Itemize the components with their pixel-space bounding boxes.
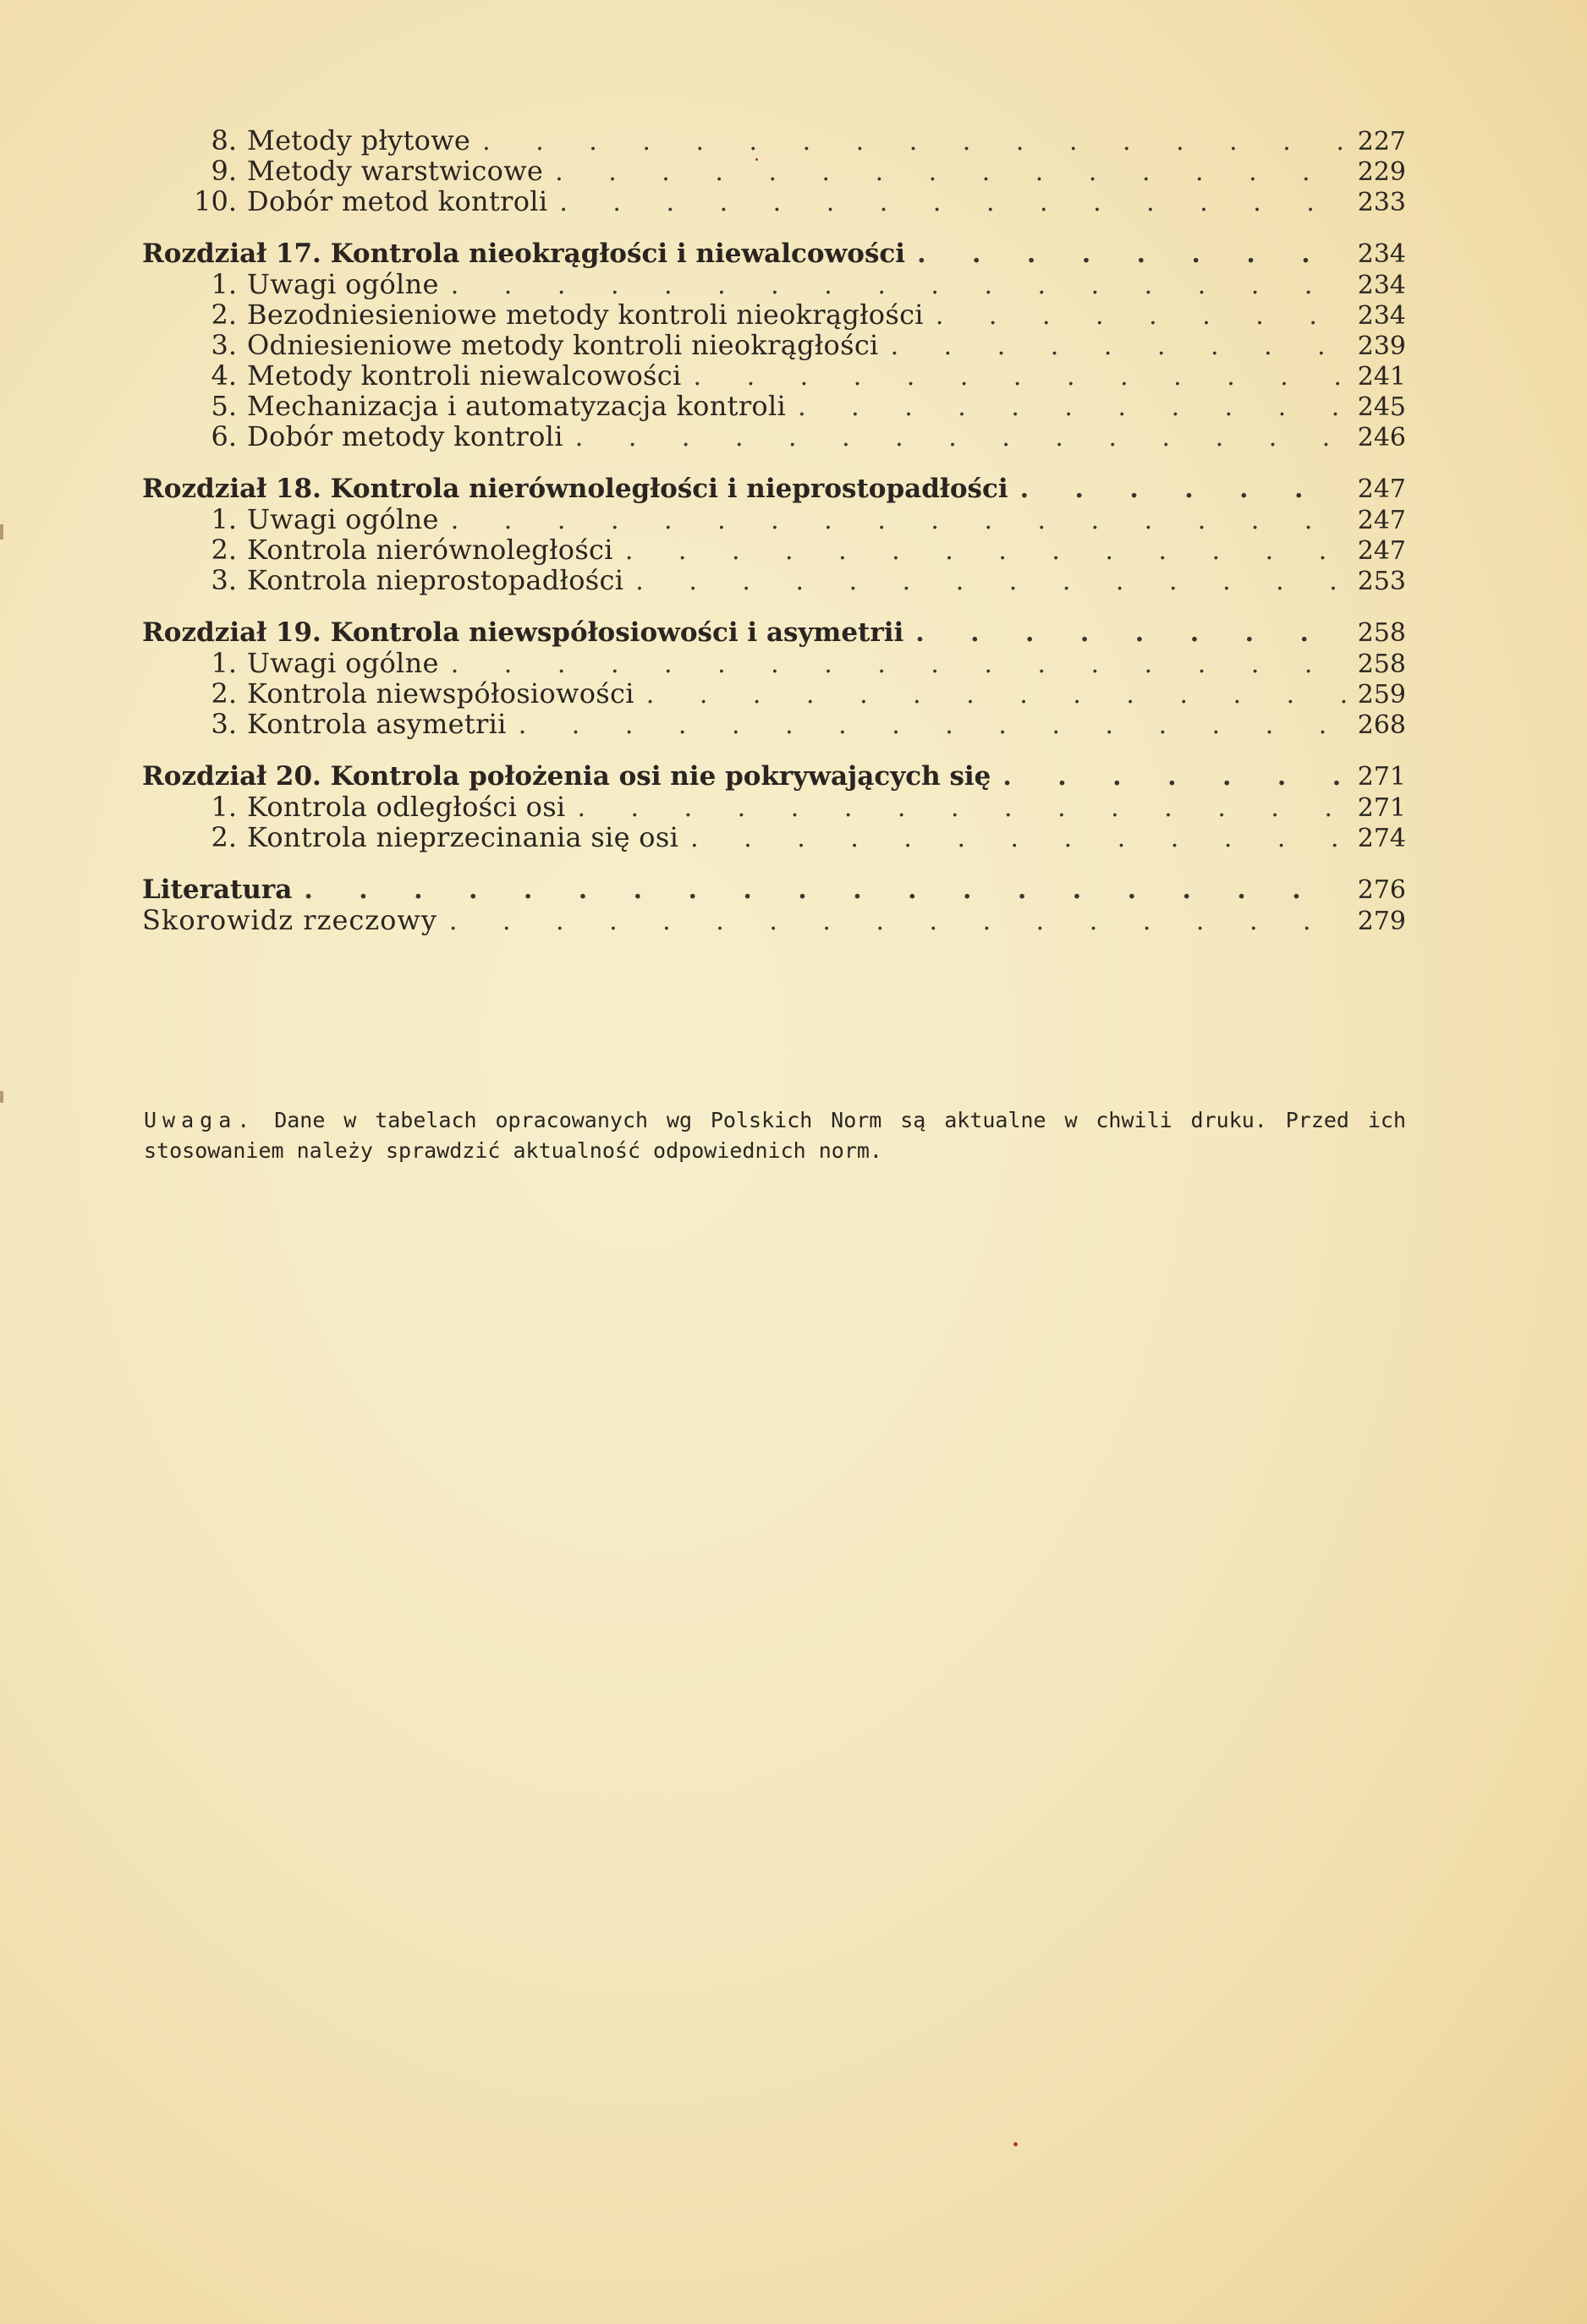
toc-entry (142, 678, 1406, 709)
toc-entry (142, 648, 1406, 678)
chapter-page: 258 (1357, 618, 1406, 648)
literatura-title: Literatura (142, 874, 293, 905)
dot-leader (439, 650, 1347, 680)
spacer (142, 217, 1406, 230)
chapter-title: Rozdział 20. Kontrola położenia osi nie pokrywających się (142, 761, 991, 792)
footnote-note (144, 1105, 1406, 1166)
entry-number: 2. (211, 534, 237, 566)
dot-leader (547, 188, 1347, 218)
literatura-page: 276 (1357, 875, 1406, 905)
toc-entry (142, 391, 1406, 421)
entry-title: Kontrola nieprostopadłości (247, 564, 624, 596)
edge-mark (0, 524, 3, 540)
chapter-heading (142, 474, 1406, 504)
entry-number: 2. (211, 299, 237, 331)
entry-page: 227 (1357, 127, 1406, 156)
spacer (142, 739, 1406, 753)
skorowidz-page: 279 (1357, 907, 1406, 936)
dot-leader (507, 710, 1347, 741)
dot-leader (613, 536, 1347, 567)
dot-leader (565, 793, 1347, 824)
entry-number: 10. (194, 185, 237, 217)
entry-page: 233 (1357, 188, 1406, 217)
entry-page: 239 (1357, 332, 1406, 361)
toc-entry (142, 565, 1406, 595)
skorowidz-title: Skorowidz rzeczowy (142, 904, 437, 936)
entry-title: Mechanizacja i automatyzacja kontroli (247, 390, 787, 422)
entry-page: 268 (1357, 710, 1406, 740)
entry-page: 258 (1357, 650, 1406, 679)
dot-leader (439, 506, 1347, 536)
ink-speck (755, 158, 758, 161)
chapter-17 (142, 238, 1406, 452)
entry-number: 1. (211, 503, 237, 535)
dot-leader (678, 824, 1347, 854)
entry-title: Metody płytowe (247, 124, 471, 156)
entry-title: Metody warstwicowe (247, 155, 544, 187)
dot-leader (634, 680, 1347, 710)
entry-page: 271 (1357, 793, 1406, 823)
entry-page: 253 (1357, 567, 1406, 596)
skorowidz-entry (142, 905, 1406, 935)
entry-title: Dobór metody kontroli (247, 420, 563, 452)
chapter-page: 234 (1357, 239, 1406, 269)
entry-page: 247 (1357, 536, 1406, 566)
dot-leader (292, 875, 1347, 906)
entry-title: Uwagi ogólne (247, 503, 439, 535)
dot-leader (623, 567, 1347, 597)
spacer (142, 852, 1406, 866)
entry-title: Kontrola odległości osi (247, 791, 566, 823)
entry-number: 9. (211, 155, 237, 187)
entry-number: 3. (211, 708, 237, 740)
entry-number: 3. (211, 329, 237, 361)
dot-leader (924, 301, 1347, 332)
dot-leader (439, 271, 1347, 301)
entry-title: Kontrola niewspółosiowości (247, 677, 634, 710)
toc-continuation (142, 125, 1406, 217)
entry-page: 241 (1357, 362, 1406, 392)
dot-leader (879, 332, 1347, 362)
entry-number: 1. (211, 268, 237, 300)
dot-leader (543, 157, 1347, 188)
entry-page: 234 (1357, 301, 1406, 331)
toc-entry (142, 534, 1406, 565)
entry-title: Metody kontroli niewalcowości (247, 359, 682, 392)
chapter-19 (142, 617, 1406, 739)
toc-entry (142, 186, 1406, 217)
entry-title: Kontrola asymetrii (247, 708, 507, 740)
toc-entry (142, 269, 1406, 299)
chapter-18 (142, 474, 1406, 595)
dot-leader (470, 127, 1347, 157)
toc-entry (142, 709, 1406, 739)
entry-number: 1. (211, 647, 237, 679)
dot-leader (991, 762, 1347, 792)
entry-page: 229 (1357, 157, 1406, 187)
spacer (142, 595, 1406, 609)
back-matter (142, 874, 1406, 935)
entry-number: 1. (211, 791, 237, 823)
toc-entry (142, 299, 1406, 330)
entry-title: Kontrola nierównoległości (247, 534, 613, 566)
entry-page: 274 (1357, 824, 1406, 853)
chapter-page: 271 (1357, 762, 1406, 792)
note-text: Dane w tabelach opracowanych wg Polskich Norm są aktualne w chwili druku. Przed ich stosowaniem należy sprawdzić aktualność odpowiednich norm. (144, 1108, 1406, 1163)
chapter-heading (142, 617, 1406, 648)
ink-speck (1013, 2142, 1018, 2146)
entry-page: 234 (1357, 271, 1406, 300)
entry-page: 246 (1357, 423, 1406, 452)
chapter-title: Rozdział 18. Kontrola nierównoległości i nieprostopadłości (142, 474, 1008, 504)
chapter-heading (142, 238, 1406, 269)
dot-leader (905, 239, 1347, 270)
toc-entry (142, 360, 1406, 391)
entry-title: Uwagi ogólne (247, 647, 439, 679)
dot-leader (1008, 474, 1347, 505)
table-of-contents (142, 125, 1406, 935)
dot-leader (903, 618, 1347, 649)
entry-number: 6. (211, 420, 237, 452)
entry-number: 4. (211, 359, 237, 392)
dot-leader (563, 423, 1347, 453)
chapter-title: Rozdział 17. Kontrola nieokrągłości i niewalcowości (142, 238, 906, 269)
entry-title: Kontrola nieprzecinania się osi (247, 821, 679, 853)
toc-entry (142, 125, 1406, 156)
note-label: Uwaga. (144, 1108, 256, 1132)
toc-entry (142, 330, 1406, 360)
entry-page: 247 (1357, 506, 1406, 535)
entry-page: 245 (1357, 392, 1406, 422)
toc-entry (142, 156, 1406, 186)
entry-number: 8. (211, 124, 237, 156)
toc-entry (142, 792, 1406, 822)
dot-leader (437, 907, 1347, 937)
entry-number: 2. (211, 821, 237, 853)
entry-title: Uwagi ogólne (247, 268, 439, 300)
toc-entry (142, 421, 1406, 452)
spacer (142, 452, 1406, 465)
entry-number: 2. (211, 677, 237, 710)
entry-number: 3. (211, 564, 237, 596)
entry-title: Odniesieniowe metody kontroli nieokrągłości (247, 329, 879, 361)
chapter-20 (142, 761, 1406, 852)
entry-title: Bezodniesieniowe metody kontroli nieokrągłości (247, 299, 924, 331)
dot-leader (682, 362, 1348, 392)
entry-number: 5. (211, 390, 237, 422)
toc-entry (142, 504, 1406, 534)
chapter-heading (142, 761, 1406, 792)
edge-mark (0, 1091, 3, 1103)
chapter-page: 247 (1357, 474, 1406, 504)
entry-page: 259 (1357, 680, 1406, 710)
entry-title: Dobór metod kontroli (247, 185, 548, 217)
chapter-title: Rozdział 19. Kontrola niewspółosiowości i asymetrii (142, 617, 904, 648)
literatura-entry (142, 874, 1406, 905)
toc-entry (142, 822, 1406, 852)
dot-leader (786, 392, 1347, 423)
